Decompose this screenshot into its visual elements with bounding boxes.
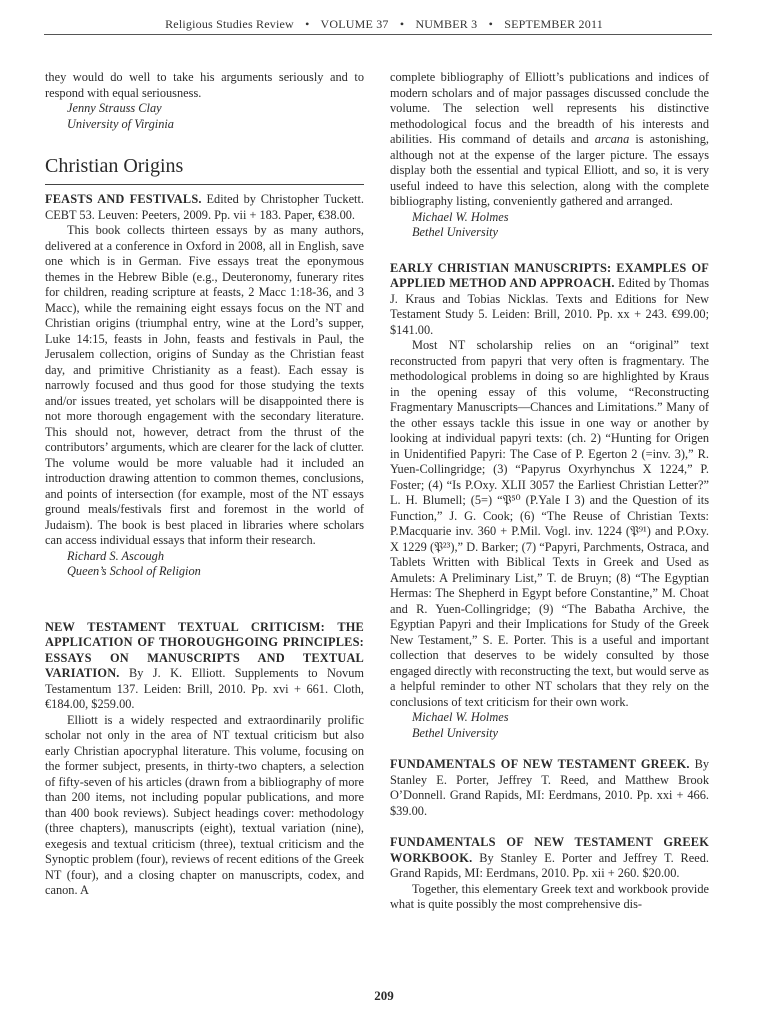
bullet-separator: • bbox=[399, 17, 405, 31]
right-column bbox=[390, 70, 709, 913]
issue-date-label: SEPTEMBER 2011 bbox=[504, 17, 603, 31]
header-rule bbox=[44, 34, 712, 35]
reviewer-name: Michael W. Holmes bbox=[412, 209, 509, 224]
reviewer-name: Richard S. Ascough bbox=[67, 548, 165, 563]
review-heading bbox=[390, 835, 709, 882]
reviewer-affiliation: Queen’s School of Religion bbox=[67, 564, 201, 578]
review-heading bbox=[45, 620, 364, 713]
reviewer-name: Michael W. Holmes bbox=[412, 710, 509, 724]
book-citation: By Stanley E. Porter and Jeffrey T. Reed. Grand Rapids, MI: Eerdmans, 2010. Pp. xii + 260. $20.00. bbox=[390, 850, 709, 880]
section-title: Christian Origins bbox=[45, 155, 184, 177]
book-citation: By Stanley E. Porter, Jeffrey T. Reed, and Matthew Brook O’Donnell. Grand Rapids, MI: Eerdmans, 2010. Pp. xxi + 466. $39.00. bbox=[390, 757, 709, 818]
page-number: 209 bbox=[374, 988, 394, 1003]
review-body: Most NT scholarship relies on an “original” text reconstructed from papyri that very often is fragmentary. The methodological problems in doing so are highlighted by Kraus in the opening essay of this volume, “Reconstructing Fragmentary Manuscripts—Chances and Limitations.” Many of the other essays tackle this issue in one way or another by looking at individual papyri texts: (ch. 2) “Hunting for Origen in Unidentified Papyri: The Case of P. Egerton 2 (=inv. 3),” R. Yuen-Collingridge; (3) “Papyrus Oxyrhynchus X 1224,” P. Foster; (4) “Is P.Oxy. XLII 3057 the Earliest Christian Letter?” L. H. Blumell; (5=) “𝔓⁵⁰ (P.Yale I 3) and the Question of its Function,” J. G. Cook; (6) “The Reuse of Christian Texts: P.Macquarie inv. 360 + P.Mil. Vogl. inv. 1224 (𝔓⁹¹) and P.Oxy. X 1229 (𝔓²³),” D. Barker; (7) “Papyri, Parchments, Ostraca, and Tablets Written with Biblical Texts in Greek and Used as Amulets: A Preliminary List,” T. de Bruyn; (8) “The Egyptian Hermas: The Shepherd in Egypt before Constantine,” M. Choat and R. Yuen-Collingridge; (9) “The Babatha Archive, the Egyptian Papyri and their Implications for Study of the Greek New Testament,” S. E. Porter. This is a useful and important collection that deserves to be widely consulted by those engaged directly with reconstructing the text, but would serve as a helpful reminder to other NT scholars that they rely on the conclusions of text criticism for their own work. bbox=[390, 338, 709, 709]
reviewer-name: Jenny Strauss Clay bbox=[67, 101, 162, 115]
volume-label: VOLUME 37 bbox=[320, 17, 389, 31]
spacer bbox=[45, 580, 364, 620]
spacer bbox=[390, 741, 709, 757]
journal-title: Religious Studies Review bbox=[165, 17, 294, 31]
bullet-separator: • bbox=[488, 17, 493, 31]
carryover-text-part: is astonishing, although not at the expense of the larger picture. The essays display both the essential and typical Elliott, and so, it is very useful indeed to have this selection, along with the complete bibliography listing, conveniently gathered and arranged. bbox=[390, 132, 709, 208]
book-citation: Edited by Christopher Tuckett. CEBT 53. Leuven: Peeters, 2009. Pp. vii + 183. Paper, €38.00. bbox=[45, 192, 364, 222]
reviewer-affiliation: University of Virginia bbox=[67, 116, 174, 131]
review-heading bbox=[390, 757, 709, 819]
book-title: FUNDAMENTALS OF NEW TESTAMENT GREEK WORKBOOK. bbox=[390, 835, 709, 865]
review-heading bbox=[45, 192, 364, 223]
book-title: FEASTS AND FESTIVALS. bbox=[45, 192, 202, 206]
bullet-separator: • bbox=[305, 17, 310, 31]
book-citation: Edited by Thomas J. Kraus and Tobias Nicklas. Texts and Editions for New Testament Study 5. Leiden: Brill, 2010. Pp. xx + 243. €99.00; $141.00. bbox=[390, 276, 709, 337]
spacer bbox=[390, 241, 709, 261]
italic-term: arcana bbox=[594, 132, 630, 146]
spacer bbox=[390, 819, 709, 835]
review-body: Elliott is a widely respected and extraordinarily prolific scholar not only in the area of NT textual criticism but also early Christian apocryphal literature. This volume, focusing on the former subject, presents, in thirty-two chapters, a selection of fifty-seven of his articles (drawn from a bibliography of more than 200 items, not including popular publications, and more than 400 book reviews). Subject headings cover: methodology (three chapters), manuscripts (eight), textual variation (nine), exegesis and textual criticism (three), textual criticism and the Synoptic problem (four), reviews of recent editions of the Greek NT (four), and a closing chapter on manuscripts, codex, and canon. A bbox=[45, 712, 364, 897]
book-citation: By J. K. Elliott. Supplements to Novum Testamentum 137. Leiden: Brill, 2010. Pp. xvi + 661. Cloth, €184.00, $259.00. bbox=[45, 666, 364, 711]
book-title: FUNDAMENTALS OF NEW TESTAMENT GREEK. bbox=[390, 757, 690, 771]
carryover-text: they would do well to take his arguments seriously and to respond with equal seriousness. bbox=[45, 70, 364, 100]
section-rule bbox=[45, 184, 364, 185]
carryover-text-part: complete bibliography of Elliott’s publications and indices of modern scholars and of major passages discussed conclude the volume. The selection well represents his distinctive methodological focus and the breadth of his interests and abilities. His command of details and bbox=[390, 70, 709, 146]
issue-number-label: NUMBER 3 bbox=[415, 17, 478, 31]
book-title: NEW TESTAMENT TEXTUAL CRITICISM: THE APPLICATION OF THOROUGHGOING PRINCIPLES: ESSAYS ON MANUSCRIPTS AND TEXTUAL VARIATION. bbox=[45, 619, 364, 680]
reviewer-affiliation: Bethel University bbox=[412, 225, 499, 239]
review-body: Together, this elementary Greek text and workbook provide what is quite possibly the most comprehensive dis- bbox=[390, 881, 709, 911]
carryover-text bbox=[390, 70, 709, 210]
book-title: EARLY CHRISTIAN MANUSCRIPTS: EXAMPLES OF APPLIED METHOD AND APPROACH. bbox=[390, 260, 709, 290]
left-column bbox=[45, 70, 364, 899]
running-head bbox=[0, 17, 768, 32]
reviewer-affiliation: Bethel University bbox=[412, 725, 499, 740]
review-body: This book collects thirteen essays by as many authors, delivered at a conference in Oxford in 2008, all in English, save one which is in German. Five essays treat the eponymous themes in the Hebrew Bible (e.g., Deuteronomy, funerary rites for children, reading scripture at feasts, 2 Macc 1:18-36, and 3 Macc), while the remaining eight essays focus on the NT and Christian origins (triumphal entry, wine at the Lord’s supper, Luke 14:15, feasts in John, feasts and festivals in Paul, the Jerusalem collection, origins of Sunday as the Christian feast day, and primitive Christianity as a feast). Each essay is narrowly focused and thus good for those studying the texts and/or issues treated, yet scholars will be disappointed there is not more thorough engagement with the secondary literature. This should not, however, detract from the thrust of the contributors’ arguments, which are clearer for the lack of clutter. The volume would be more valuable had it included an introduction drawing attention to common themes, conclusions, and points of intersection (for example, most of the NT essays ground meals/festivals first and foremost in the world of Judaism). The book is best placed in libraries where scholars can access individual essays that inform their research. bbox=[45, 223, 364, 547]
review-heading bbox=[390, 261, 709, 339]
